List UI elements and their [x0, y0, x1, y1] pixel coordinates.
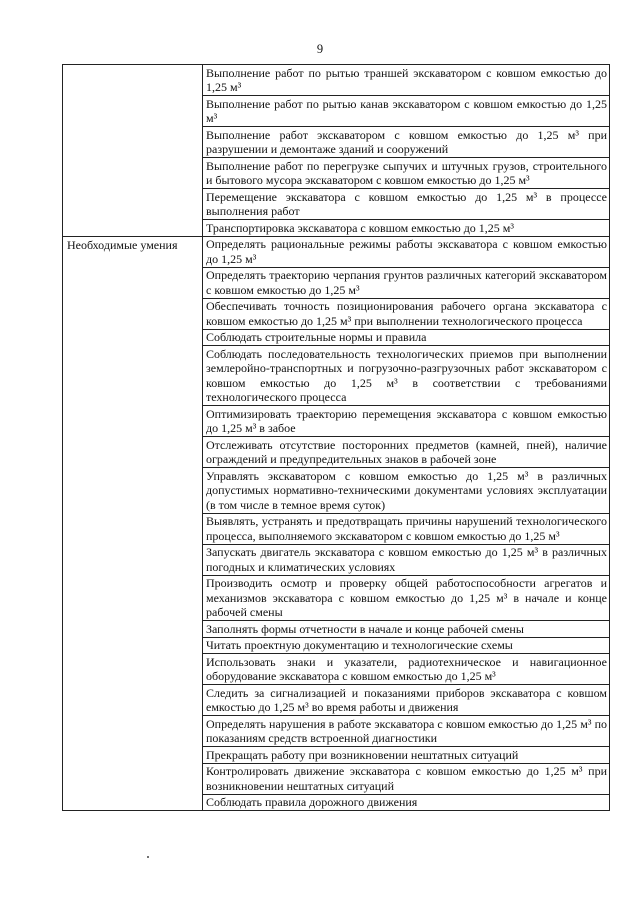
requirement-text: Управлять экскаватором с ковшом емкостью до 1,25 м³ в различных допустимых нормативно-техническими документами условиях эксплуатации (в том числе в темное время суток)	[203, 468, 610, 514]
requirement-text: Соблюдать последовательность технологических приемов при выполнении землеройно-транспортных и погрузочно-разгрузочных работ экскаватором с ковшом емкостью до 1,25 м³ в соответствии с требованиями технологического процесса	[203, 346, 610, 406]
requirement-text: Соблюдать строительные нормы и правила	[203, 329, 610, 346]
requirement-text: Выполнение работ по рытью траншей экскаватором с ковшом емкостью до 1,25 м³	[203, 65, 610, 96]
requirement-text: Производить осмотр и проверку общей работоспособности агрегатов и механизмов экскаватора с ковшом емкостью до 1,25 м³ в начале и конце рабочей смены	[203, 575, 610, 621]
requirements-table	[62, 64, 610, 811]
requirement-text: Транспортировка экскаватора с ковшом емкостью до 1,25 м³	[203, 220, 610, 237]
requirement-text: Определять траекторию черпания грунтов различных категорий экскаватором с ковшом емкостью до 1,25 м³	[203, 267, 610, 298]
table-row	[63, 65, 610, 96]
requirement-text: Заполнять формы отчетности в начале и конце рабочей смены	[203, 621, 610, 638]
requirement-text: Выполнение работ экскаватором с ковшом емкостью до 1,25 м³ при разрушении и демонтаже зданий и сооружений	[203, 127, 610, 158]
requirement-text: Запускать двигатель экскаватора с ковшом емкостью до 1,25 м³ в различных погодных и климатических условиях	[203, 544, 610, 575]
requirement-text: Оптимизировать траекторию перемещения экскаватора с ковшом емкостью до 1,25 м³ в забое	[203, 406, 610, 437]
requirements-table-body	[63, 65, 610, 811]
requirement-text: Прекращать работу при возникновении нештатных ситуаций	[203, 747, 610, 764]
requirement-text: Следить за сигнализацией и показаниями приборов экскаватора с ковшом емкостью до 1,25 м³ во время работы и движения	[203, 685, 610, 716]
requirement-text: Перемещение экскаватора с ковшом емкостью до 1,25 м³ в процессе выполнения работ	[203, 189, 610, 220]
requirement-text: Выполнение работ по рытью канав экскаватором с ковшом емкостью до 1,25 м³	[203, 96, 610, 127]
requirement-text: Отслеживать отсутствие посторонних предметов (камней, пней), наличие ограждений и предупредительных знаков в рабочей зоне	[203, 437, 610, 468]
page-number: 9	[316, 42, 324, 56]
requirement-text: Выявлять, устранять и предотвращать причины нарушений технологического процесса, выполняемого экскаватором с ковшом емкостью до 1,25 м³	[203, 513, 610, 544]
requirement-text: Соблюдать правила дорожного движения	[203, 794, 610, 811]
requirement-text: Определять нарушения в работе экскаватора с ковшом емкостью до 1,25 м³ по показаниям средств встроенной диагностики	[203, 716, 610, 747]
section-label-skills: Необходимые умения	[63, 236, 203, 811]
requirement-text: Читать проектную документацию и технологические схемы	[203, 637, 610, 654]
table-row	[63, 236, 610, 267]
requirement-text: Использовать знаки и указатели, радиотехническое и навигационное оборудование экскаватора с ковшом емкостью до 1,25 м³	[203, 654, 610, 685]
requirement-text: Выполнение работ по перегрузке сыпучих и штучных грузов, строительного и бытового мусора экскаватором с ковшом емкостью до 1,25 м³	[203, 158, 610, 189]
scan-speck	[147, 856, 149, 858]
requirement-text: Определять рациональные режимы работы экскаватора с ковшом емкостью до 1,25 м³	[203, 236, 610, 267]
section-label-empty	[63, 65, 203, 237]
requirement-text: Контролировать движение экскаватора с ковшом емкостью до 1,25 м³ при возникновении нештатных ситуаций	[203, 763, 610, 794]
requirement-text: Обеспечивать точность позиционирования рабочего органа экскаватора с ковшом емкостью до 1,25 м³ при выполнении технологического процесса	[203, 298, 610, 329]
